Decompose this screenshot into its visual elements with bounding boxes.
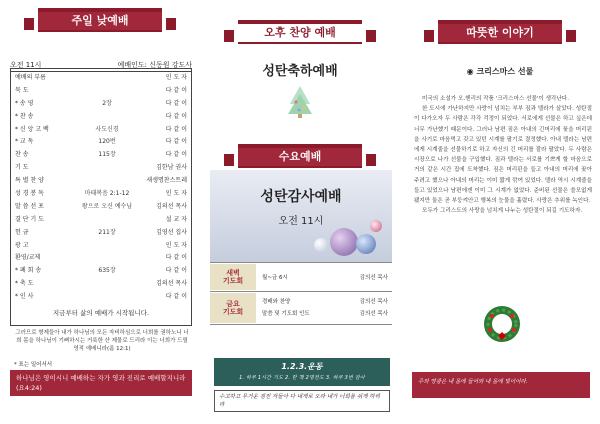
- worship-order-row: [15, 278, 187, 291]
- afternoon-title: 오후 찬양 예배: [264, 26, 336, 39]
- worship-order-content: [73, 175, 141, 188]
- worship-order-content: [73, 278, 141, 291]
- invitation-verse: 수고하고 무거운 짐진 자들아 다 내게로 오라 내가 너희를 쉬게 하리라: [214, 390, 390, 412]
- worship-order-row: [15, 265, 187, 278]
- panel-afternoon: [200, 0, 400, 424]
- worship-time: 오전 11시: [10, 61, 42, 69]
- worship-order-row: [15, 214, 187, 227]
- worship-order-item: 묵 도: [15, 86, 29, 94]
- worship-order-item: * 찬 송: [15, 112, 34, 120]
- worship-order-person: 다 같 이: [165, 112, 187, 120]
- movement-box: [214, 358, 390, 386]
- worship-order-row: [15, 98, 187, 111]
- worship-order-person: 김영선 집사: [156, 228, 187, 236]
- worship-order-item: 환영/교제: [15, 254, 41, 262]
- friday-prayer-person: 김의선 목사: [359, 299, 388, 305]
- friday-prayer-item: [262, 308, 392, 320]
- celebration-title: 성탄축하예배: [262, 64, 338, 79]
- worship-order-item: 기 도: [15, 164, 29, 172]
- worship-order-row: [15, 149, 187, 162]
- christmas-tree-icon: [286, 84, 314, 120]
- story-title-text: 크리스마스 선물: [476, 67, 534, 76]
- worship-order-person: 김의선 목사: [156, 202, 187, 210]
- worship-order-person: 다 같 이: [165, 138, 187, 146]
- worship-order-row: [15, 111, 187, 124]
- afternoon-banner: [238, 20, 362, 44]
- wednesday-banner: [238, 144, 362, 168]
- worship-order-item: * 축 도: [15, 280, 34, 288]
- worship-order-person: 인 도 자: [165, 190, 187, 198]
- worship-order-item: * 교 독: [15, 138, 34, 146]
- worship-order-item: * 신 앙 고 백: [15, 125, 49, 133]
- worship-order-row: [15, 201, 187, 214]
- story-title: [400, 66, 600, 77]
- worship-order-content: [73, 240, 141, 253]
- worship-order-person: 설 교 자: [165, 215, 187, 223]
- dawn-prayer-label: 새벽 기도회: [210, 264, 256, 290]
- worship-order-content: 120번: [98, 138, 116, 146]
- worship-order-row: [15, 291, 187, 304]
- worship-order-person: 다 같 이: [165, 125, 187, 133]
- prayer-verse: 그러므로 형제들아 내가 하나님의 모든 자비하심으로 너희를 권하노니 너희 몸을 하나님이 기뻐하시는 거룩한 산 제물로 드리라 이는 너희가 드릴 영적 예배니라(롬 12:1): [15, 330, 189, 352]
- worship-order-person: 다 같 이: [165, 267, 187, 275]
- standing-note: * 표는 일어서서: [14, 362, 53, 368]
- worship-order-person: 인 도 자: [165, 241, 187, 249]
- story-paragraph: 모두가 그리스도의 사랑을 넘치게 나누는 성탄절이 되길 기도하자.: [422, 208, 583, 215]
- worship-order-row: [15, 252, 187, 265]
- worship-order-person: 김의선 목사: [156, 280, 187, 288]
- christmas-wreath-icon: [482, 304, 522, 344]
- worship-order-item: 헌 금: [15, 228, 29, 236]
- worship-order-person: 인 도 자: [165, 74, 187, 81]
- friday-prayer-text: 말씀 및 기도회 인도: [262, 311, 310, 317]
- worship-order-row: [15, 136, 187, 149]
- order-of-worship: [10, 68, 192, 326]
- friday-prayer-text: 경배와 찬양: [262, 299, 291, 305]
- worship-order-row: [15, 175, 187, 188]
- worship-order-content: 마태복음 2:1-12: [84, 190, 130, 198]
- worship-order-content: [73, 214, 141, 227]
- movement-subtitle: 1. 하루 1시간 기도 2. 한 책 2명전도 3. 하루 3번 감사: [239, 375, 365, 381]
- worship-leader: 예배인도: 신동원 강도사: [117, 61, 192, 69]
- friday-prayer-label: 금요 기도회: [210, 293, 256, 323]
- worship-order-person: 김한남 권사: [156, 164, 187, 172]
- worship-order-content: 635장: [98, 267, 116, 275]
- story-paragraph: 미국의 소설가 오.헨리의 작품 '크리스마스 선물'이 생각난다.: [422, 96, 569, 102]
- worship-order-person: 다 같 이: [165, 293, 187, 301]
- worship-order-row: [15, 227, 187, 240]
- dawn-prayer-person: 김의선 목사: [359, 275, 388, 281]
- prayer-schedule: [210, 262, 392, 325]
- worship-order-row: [15, 162, 187, 175]
- story-paragraph: 한 도시에 가난하지만 사랑이 넘치는 부부 짐과 델라가 살았다. 성탄절이 다가오자 두 사람은 각각 걱정이 되었다. 서로에게 선물은 하고 싶은데 너무 가난했기 때문이다. 그러나 남편 짐은 아내의 긴머리에 꽂을 머리핀을 사기로 마음먹고 갖고 있던 시계를 팔기로 결정했다. 아내 델라는 남편에게 시계줄을 선물하기로 하고 자신의 긴 머리를 잘라 팔았다. 두 사람은 시장으로 나가 선물을 구입했다. 짐과 델라는 서로를 기쁘게 할 마음으로 거의 같은 시간 집에 도착했다. 짐은 머리핀을 들고 아내의 머리에 꽂아 주려고 했으나 아내의 머리는 이미 짧게 깎여 있었다. 델라 역시 시계줄을 들고 있었으나 남편에겐 이미 그 시계가 없었다. 준비된 선물은 쓸모없게 됐지만 둘은 곧 부둥켜안고 행복의 눈물을 흘렸다. 사랑은 추위를 녹인다.: [414, 106, 592, 205]
- worship-order-content: [73, 85, 141, 98]
- worship-order-item: * 송 영: [15, 99, 34, 107]
- worship-order-item: 결 단 기 도: [15, 215, 44, 223]
- friday-prayer-row: [210, 292, 392, 325]
- warm-story-title: 따뜻한 이야기: [466, 26, 534, 39]
- worship-order-content: 2장: [102, 99, 112, 107]
- worship-order-person: 다 같 이: [165, 99, 187, 107]
- ornament-icon: [356, 234, 376, 254]
- ornament-icon: [330, 228, 358, 256]
- worship-order-person: 다 같 이: [165, 151, 187, 159]
- closing-line: 지금부터 삶의 예배가 시작됩니다.: [52, 309, 150, 318]
- bullet-icon: ◉: [466, 67, 474, 76]
- worship-order-row: [15, 85, 187, 98]
- footer-verse: 주의 영광은 내 몸에 들어와 내 몸에 빛이어라.: [412, 372, 590, 398]
- wednesday-title: 수요예배: [278, 150, 322, 163]
- worship-order-row: [15, 188, 187, 201]
- dawn-prayer-time: 월~금 6시: [262, 275, 288, 281]
- panel-sunday-worship: [0, 0, 200, 424]
- worship-order-item: 성 경 봉 독: [15, 190, 44, 198]
- worship-order-item: 말 씀 선 포: [15, 202, 44, 210]
- worship-order-person: 다 같 이: [165, 86, 187, 94]
- sunday-worship-banner: [38, 8, 162, 32]
- warm-story-banner: [438, 20, 562, 44]
- ornament-icon: [314, 238, 328, 252]
- worship-order-content: 사도신경: [95, 125, 119, 133]
- sunday-worship-title: 주일 낮예배: [71, 14, 129, 27]
- hero-time: 오전 11시: [278, 216, 324, 227]
- worship-order-person: 새생명찬스트레: [146, 177, 187, 185]
- worship-order-content: [73, 111, 141, 124]
- worship-verse-box: 하나님은 영이시니 예배하는 자가 영과 진리로 예배할지니라 (요4:24): [10, 370, 192, 396]
- worship-order-item: * 폐 회 송: [15, 267, 42, 275]
- worship-order-item: 찬 송: [15, 151, 29, 159]
- worship-order-row: [15, 240, 187, 253]
- worship-order-content: 115장: [98, 151, 116, 159]
- worship-order-row: [15, 72, 187, 85]
- worship-order-content: 211장: [98, 228, 116, 236]
- worship-order-content: [73, 291, 141, 304]
- story-body: [414, 94, 592, 216]
- hero-title: 성탄감사예배: [260, 189, 342, 205]
- worship-order-row: [15, 124, 187, 137]
- friday-prayer-person: 김의선 목사: [359, 311, 388, 317]
- worship-order-person: 다 같 이: [165, 254, 187, 262]
- dawn-prayer-row: [210, 263, 392, 292]
- friday-prayer-item: [262, 296, 392, 308]
- worship-order-item: 예배의 부름: [15, 74, 46, 81]
- movement-title: 1.2.3.운동: [281, 362, 323, 371]
- worship-order-item: 광 고: [15, 241, 29, 249]
- worship-order-content: [73, 72, 141, 85]
- worship-order-content: [73, 252, 141, 265]
- worship-order-item: 특 별 찬 양: [15, 177, 44, 185]
- ornament-icon: [370, 220, 382, 232]
- worship-order-content: [73, 162, 141, 175]
- worship-order-content: 왕으로 오신 예수님: [81, 202, 133, 210]
- worship-order-item: * 인 사: [15, 293, 34, 301]
- hero-image: [210, 170, 392, 262]
